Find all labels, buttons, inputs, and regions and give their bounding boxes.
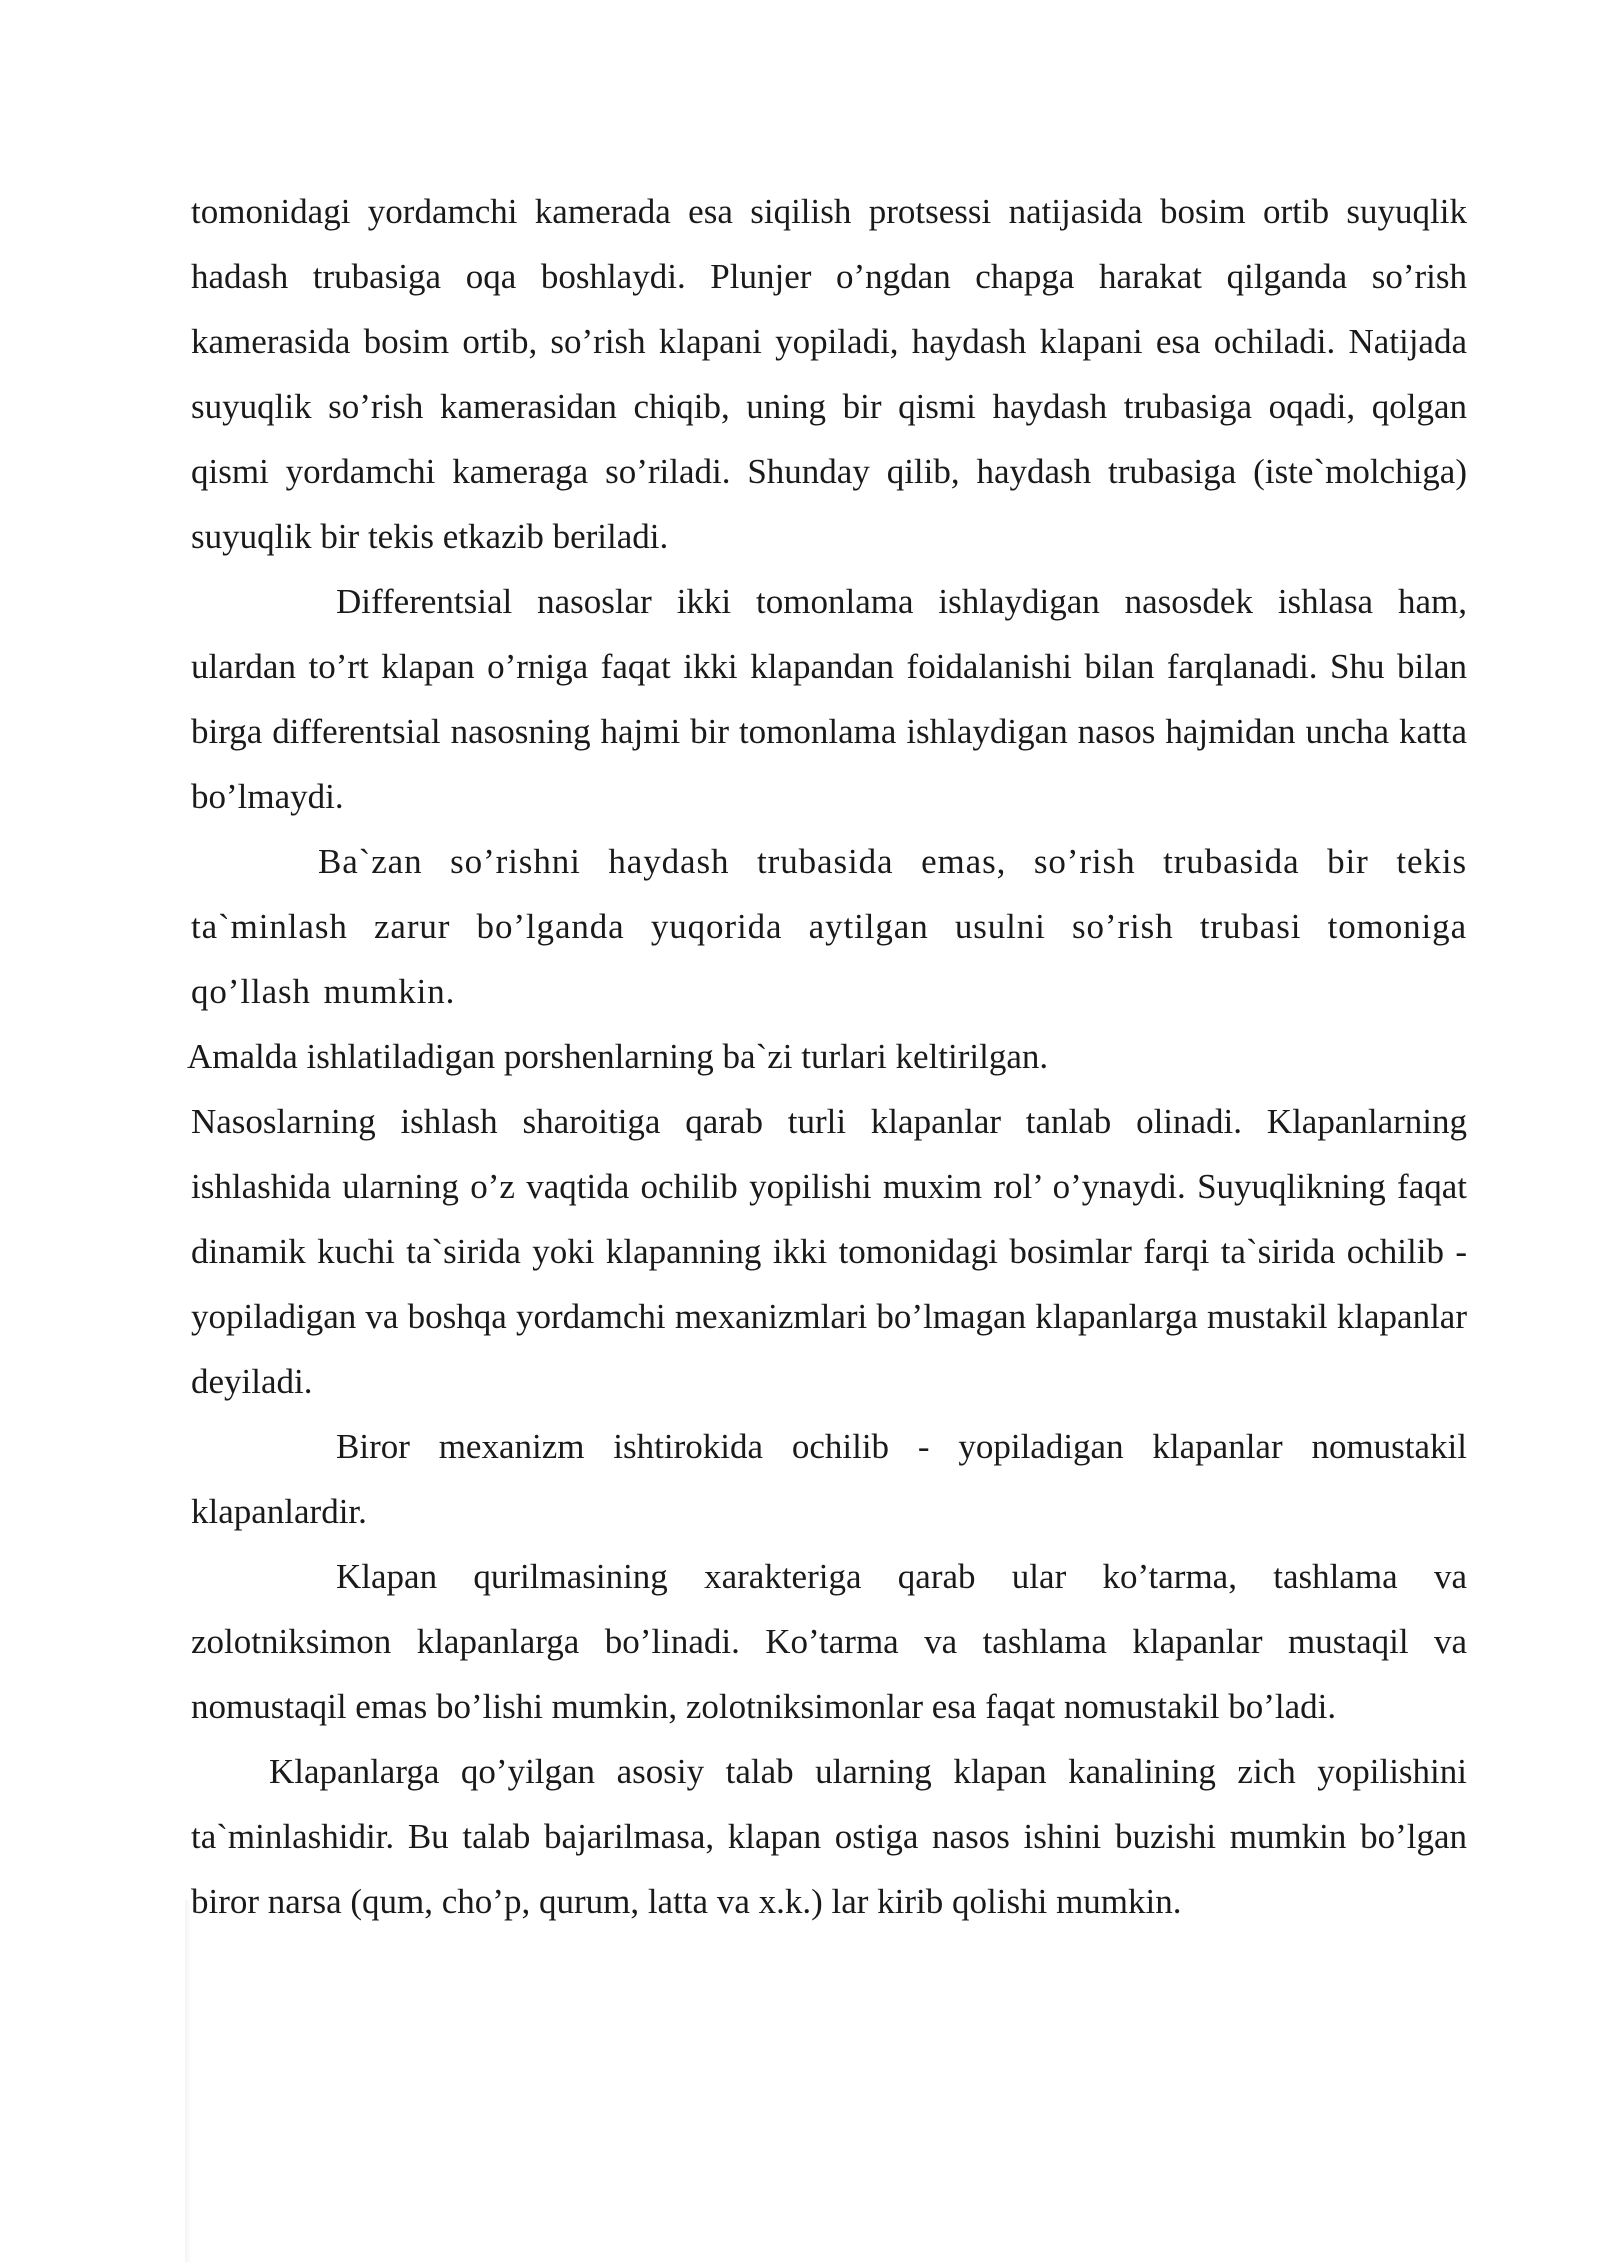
paragraph-piston-types: Amalda ishlatiladigan porshenlarning ba`zi turlari keltirilgan. xyxy=(187,1037,1049,1076)
page-edge-shadow xyxy=(185,1900,191,2262)
paragraph-suction-uniform-supply: Ba`zan so’rishni haydash trubasida emas, so’rish trubasida bir tekis ta`minlash zarur bo’lganda yuqorida aytilgan usulni so’rish trubasi tomoniga qo’llash mumkin. xyxy=(191,842,1467,1011)
paragraph-valve-requirements: Klapanlarga qo’yilgan asosiy talab ularning klapan kanalining zich yopilishini ta`minlashidir. Bu talab bajarilmasa, klapan ostiga nasos ishini buzishi mumkin bo’lgan biror narsa (qum, cho’p, qurum, latta va x.k.) lar kirib qolishi mumkin. xyxy=(191,1752,1467,1921)
paragraph-differential-pumps: Differentsial nasoslar ikki tomonlama ishlaydigan nasosdek ishlasa ham, ulardan to’rt klapan o’rniga faqat ikki klapandan foidalanishi bilan farqlanadi. Shu bilan birga differentsial nasosning hajmi bir tomonlama ishlaydigan nasos hajmidan uncha katta bo’lmaydi. xyxy=(191,582,1467,816)
paragraph-valve-selection: Nasoslarning ishlash sharoitiga qarab turli klapanlar tanlab olinadi. Klapanlarning ishlashida ularning o’z vaqtida ochilib yopilishi muxim rol’ o’ynaydi. Suyuqlikning faqat dinamik kuchi ta`sirida yoki klapanning ikki tomonidagi bosimlar farqi ta`sirida ochilib - yopiladigan va boshqa yordamchi mexanizmlari bo’lmagan klapanlarga mustakil klapanlar deyiladi. xyxy=(191,1102,1467,1401)
document-body xyxy=(187,179,1467,1934)
paragraph-valve-types: Klapan qurilmasining xarakteriga qarab ular ko’tarma, tashlama va zolotniksimon klapanlarga bo’linadi. Ko’tarma va tashlama klapanlar mustaqil va nomustaqil emas bo’lishi mumkin, zolotniksimonlar esa faqat nomustakil bo’ladi. xyxy=(191,1557,1467,1726)
paragraph-pump-operation: tomonidagi yordamchi kamerada esa siqilish protsessi natijasida bosim ortib suyuqlik hadash trubasiga oqa boshlaydi. Plunjer o’ngdan chapga harakat qilganda so’rish kamerasida bosim ortib, so’rish klapani yopiladi, haydash klapani esa ochiladi. Natijada suyuqlik so’rish kamerasidan chiqib, uning bir qismi haydash trubasiga oqadi, qolgan qismi yordamchi kameraga so’riladi. Shunday qilib, haydash trubasiga (iste`molchiga) suyuqlik bir tekis etkazib beriladi. xyxy=(191,192,1467,556)
paragraph-dependent-valves: Biror mexanizm ishtirokida ochilib - yopiladigan klapanlar nomustakil klapanlardir. xyxy=(191,1427,1467,1531)
